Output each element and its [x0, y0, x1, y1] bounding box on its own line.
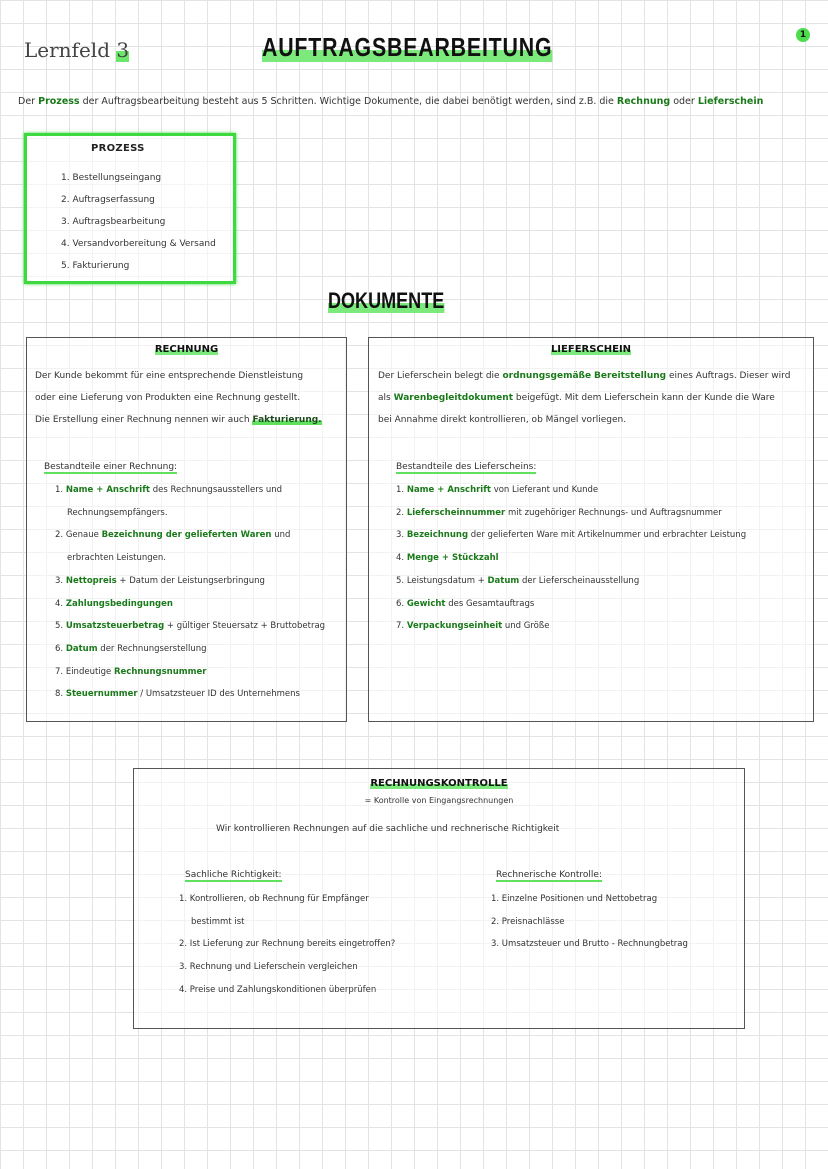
- item-text: 8.: [55, 689, 64, 700]
- intro-lieferschein-highlight: Lieferschein: [697, 96, 764, 107]
- item-text: und: [274, 530, 291, 541]
- prozess-title: PROZESS: [91, 143, 145, 154]
- highlighted-term: Umsatzsteuerbetrag: [65, 621, 165, 632]
- item-text: + gültiger Steuersatz + Bruttobetrag: [166, 621, 326, 632]
- highlighted-term: Bezeichnung der gelieferten Waren: [101, 530, 272, 541]
- highlighted-term: Menge + Stückzahl: [406, 553, 499, 564]
- rechnung-desc-text: Die Erstellung einer Rechnung nennen wir auch: [35, 415, 250, 425]
- item-text: / Umsatzsteuer ID des Unternehmens: [140, 689, 300, 700]
- list-item: 2. Preisnachlässe: [491, 916, 565, 927]
- list-item: [396, 615, 746, 638]
- item-text: 6.: [55, 643, 64, 654]
- intro-rechnung-highlight: Rechnung: [616, 96, 671, 107]
- list-item: 1. Kontrollieren, ob Rechnung für Empfänger: [179, 894, 369, 904]
- item-text: der Lieferscheinausstellung: [521, 575, 640, 586]
- page-title-text: AUFTRAGSBEARBEITUNG: [262, 32, 553, 62]
- rechnerisch-list: [491, 888, 688, 956]
- prozess-box: [24, 133, 236, 284]
- item-text: von Lieferant und Kunde: [493, 485, 599, 495]
- prozess-list: [61, 167, 216, 277]
- rechnung-desc-line: [35, 409, 322, 431]
- highlighted-term: Name + Anschrift: [406, 485, 491, 495]
- list-item: 1. Einzelne Positionen und Nettobetrag: [491, 894, 658, 904]
- prozess-step: 5. Fakturierung: [61, 261, 130, 271]
- list-item: 3. Umsatzsteuer und Brutto - Rechnungbetrag: [491, 939, 688, 950]
- list-item: [55, 661, 325, 684]
- lieferschein-bestandteile-title: [396, 462, 536, 472]
- item-text: als: [378, 393, 391, 403]
- highlighted-term: Warenbegleitdokument: [393, 393, 513, 403]
- list-item: [396, 570, 746, 593]
- lieferschein-desc-line: bei Annahme direkt kontrollieren, ob Mängel vorliegen.: [378, 415, 627, 425]
- list-item: 2. Ist Lieferung zur Rechnung bereits eingetroffen?: [179, 939, 396, 950]
- intro-part2: der Auftragsbearbeitung besteht aus 5 Schritten. Wichtige Dokumente, die dabei benötigt werden, sind z.B. die: [82, 96, 614, 107]
- highlighted-term: Name + Anschrift: [65, 485, 150, 495]
- list-item: [396, 524, 746, 547]
- highlighted-term: Gewicht: [406, 598, 446, 609]
- highlighted-term: Nettopreis: [65, 575, 117, 586]
- sachlich-title-text: Sachliche Richtigkeit:: [185, 870, 282, 880]
- rechnung-bestandteile-title: [44, 462, 177, 472]
- item-text: 3.: [396, 530, 405, 541]
- highlighted-term: Lieferscheinnummer: [406, 507, 506, 518]
- item-text: 1.: [396, 485, 405, 495]
- rechnerisch-title-text: Rechnerische Kontrolle:: [496, 870, 602, 880]
- rechnung-bestandteile-title-text: Bestandteile einer Rechnung:: [44, 462, 178, 472]
- lernfeld-label: [24, 38, 129, 62]
- list-item: 4. Preise und Zahlungskonditionen überprüfen: [179, 984, 377, 995]
- rechnung-description: [35, 365, 322, 431]
- item-text: 5.: [396, 575, 405, 586]
- rechnungskontrolle-card: [133, 768, 745, 1029]
- prozess-step: 4. Versandvorbereitung & Versand: [61, 239, 216, 249]
- page-number-badge: 1: [796, 28, 810, 42]
- item-text: Genaue: [65, 530, 99, 541]
- lieferschein-bestandteile-title-text: Bestandteile des Lieferscheins:: [396, 462, 537, 472]
- rechnung-desc-highlight: Fakturierung.: [252, 415, 322, 425]
- rechnung-desc-line: Der Kunde bekommt für eine entsprechende Dienstleistung: [35, 371, 304, 381]
- dokumente-heading-text: DOKUMENTE: [328, 288, 445, 313]
- item-text: 7.: [396, 621, 405, 632]
- item-text: + Datum der Leistungserbringung: [119, 575, 265, 586]
- rechnung-items: [55, 479, 325, 706]
- item-text: und Größe: [504, 621, 550, 632]
- rechnung-desc-line: oder eine Lieferung von Produkten eine Rechnung gestellt.: [35, 393, 301, 403]
- item-text: Der Lieferschein belegt die: [378, 371, 500, 381]
- highlighted-term: Datum: [65, 643, 98, 654]
- item-text: erbrachten Leistungen.: [67, 553, 166, 564]
- highlighted-term: Rechnungsnummer: [113, 666, 207, 677]
- item-text: 6.: [396, 598, 405, 609]
- highlighted-term: Steuernummer: [65, 689, 138, 700]
- list-item: [396, 593, 746, 616]
- item-text: 2.: [55, 530, 64, 541]
- item-text: 3.: [55, 575, 64, 586]
- list-item: [55, 638, 325, 661]
- list-item: [396, 502, 746, 525]
- dokumente-heading: [328, 288, 444, 314]
- item-text: 7.: [55, 666, 64, 677]
- item-text: Leistungsdatum +: [406, 575, 485, 586]
- lieferschein-title: [369, 344, 813, 355]
- lernfeld-number: 3: [116, 38, 130, 62]
- item-text: Eindeutige: [65, 666, 112, 677]
- rechnung-title-text: RECHNUNG: [154, 344, 219, 355]
- list-item: bestimmt ist: [191, 916, 245, 927]
- item-text: mit zugehöriger Rechnungs- und Auftragsnummer: [507, 507, 722, 518]
- item-text: beigefügt. Mit dem Lieferschein kann der Kunde die Ware: [515, 393, 775, 403]
- item-text: eines Auftrags. Dieser wird: [668, 371, 791, 381]
- list-item: 3. Rechnung und Lieferschein vergleichen: [179, 962, 358, 973]
- highlighted-term: Bezeichnung: [406, 530, 469, 541]
- list-item: [55, 593, 325, 616]
- list-item: [55, 615, 325, 638]
- list-item: [55, 502, 325, 525]
- item-text: des Rechnungsausstellers und: [152, 485, 283, 495]
- highlighted-term: Datum: [487, 575, 520, 586]
- item-text: 4.: [396, 553, 405, 564]
- highlighted-term: ordnungsgemäße: [502, 371, 592, 381]
- rechnung-title: [27, 344, 346, 355]
- highlighted-term: Bereitstellung: [594, 371, 667, 381]
- list-item: [396, 479, 746, 502]
- lieferschein-desc-line: [378, 387, 790, 409]
- item-text: des Gesamtauftrags: [448, 598, 535, 609]
- lieferschein-description: [378, 365, 790, 431]
- kontrolle-title-text: RECHNUNGSKONTROLLE: [370, 778, 508, 789]
- kontrolle-intro: Wir kontrollieren Rechnungen auf die sachliche und rechnerische Richtigkeit: [216, 824, 560, 834]
- item-text: der gelieferten Ware mit Artikelnummer und erbrachter Leistung: [470, 530, 747, 541]
- sachlich-title: [185, 870, 282, 880]
- item-text: Rechnungsempfängers.: [67, 507, 168, 518]
- item-text: 5.: [55, 621, 64, 632]
- lernfeld-prefix: Lernfeld: [24, 38, 110, 62]
- lieferschein-title-text: LIEFERSCHEIN: [550, 344, 632, 355]
- list-item: [55, 547, 325, 570]
- list-item: [55, 683, 325, 706]
- kontrolle-subtitle: = Kontrolle von Eingangsrechnungen: [364, 796, 514, 805]
- item-text: der Rechnungserstellung: [100, 643, 207, 654]
- item-text: 2.: [396, 507, 405, 518]
- item-text: 4.: [55, 598, 64, 609]
- item-text: 1.: [55, 485, 64, 495]
- intro-part1: Der: [18, 96, 36, 107]
- page-title: [262, 32, 552, 63]
- prozess-step: 3. Auftragsbearbeitung: [61, 217, 166, 227]
- sachlich-list: [179, 888, 395, 1002]
- intro-part3: oder: [673, 96, 695, 107]
- prozess-step: 1. Bestellungseingang: [61, 173, 162, 183]
- list-item: [55, 479, 325, 502]
- highlighted-term: Verpackungseinheit: [406, 621, 503, 632]
- lieferschein-card: [368, 337, 814, 722]
- rechnerisch-title: [496, 870, 602, 880]
- kontrolle-title: [134, 778, 744, 789]
- list-item: [396, 547, 746, 570]
- list-item: [55, 570, 325, 593]
- prozess-step: 2. Auftragserfassung: [61, 195, 155, 205]
- list-item: [55, 524, 325, 547]
- intro-prozess-highlight: Prozess: [38, 96, 80, 107]
- highlighted-term: Zahlungsbedingungen: [65, 598, 173, 609]
- lieferschein-items: [396, 479, 746, 638]
- rechnung-card: [26, 337, 347, 722]
- lieferschein-desc-line: [378, 365, 790, 387]
- intro-text: [18, 96, 763, 107]
